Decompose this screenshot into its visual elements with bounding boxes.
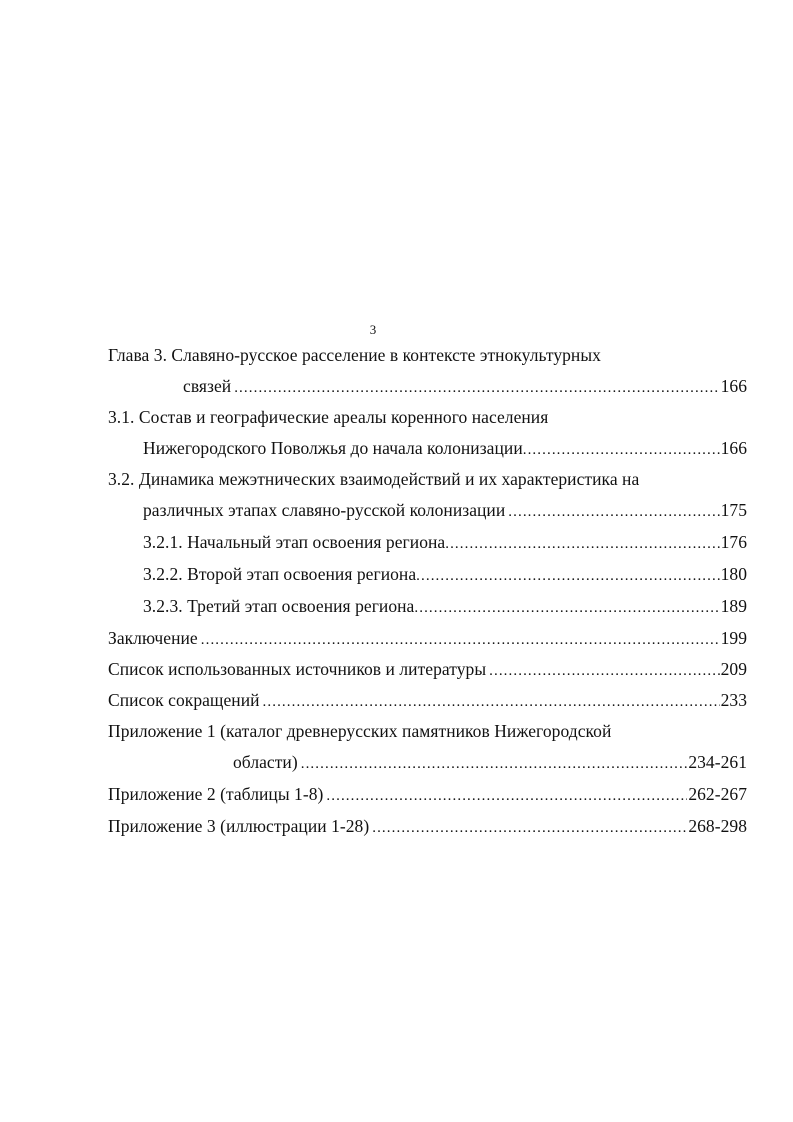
- toc-entry-page: 262-267: [688, 784, 747, 804]
- toc-entry-appendix-2: [108, 782, 747, 806]
- toc-entry-page: 199: [720, 628, 747, 648]
- toc-entry-title: 3.2.2. Второй этап освоения региона: [143, 564, 417, 584]
- toc-entry-3-2-1: [143, 530, 747, 554]
- toc-entry-page: 176: [720, 532, 747, 552]
- toc-entry-page: 166: [720, 438, 747, 458]
- toc-entry-appendix-1-title: Приложение 1 (каталог древнерусских памятников Нижегородской: [108, 721, 612, 741]
- toc-entry-page: 209: [720, 659, 747, 679]
- toc-entry-title: Заключение: [108, 628, 198, 648]
- dot-leader: [372, 816, 687, 840]
- toc-entry-sources: [108, 657, 747, 681]
- toc-entry-3-1: [143, 436, 747, 460]
- dot-leader: [523, 438, 720, 462]
- toc-entry-page: 234-261: [688, 752, 747, 772]
- toc-entry-appendix-1: [233, 750, 747, 774]
- toc-entry-3-2: [143, 498, 747, 522]
- toc-entry-page: 233: [720, 690, 747, 710]
- toc-entry-3-2-title: 3.2. Динамика межэтнических взаимодействий и их характеристика на: [108, 469, 640, 489]
- toc-entry-appendix-3: [108, 814, 747, 838]
- toc-entry-page: 180: [720, 564, 747, 584]
- toc-entry-title: области): [233, 752, 298, 772]
- page-number: 3: [369, 322, 377, 337]
- dot-leader: [301, 752, 688, 776]
- dot-leader: [201, 628, 720, 652]
- toc-entry-title: 3.2.3. Третий этап освоения региона: [143, 596, 415, 616]
- toc-entry-page: 189: [720, 596, 747, 616]
- dot-leader: [489, 659, 719, 683]
- toc-entry-page: 268-298: [688, 816, 747, 836]
- dot-leader: [416, 564, 719, 588]
- toc-entry-title: Нижегородского Поволжья до начала колонизации: [143, 438, 523, 458]
- dot-leader: [414, 596, 719, 620]
- toc-entry-abbreviations: [108, 688, 747, 712]
- toc-entry-title: Список использованных источников и литературы: [108, 659, 487, 679]
- dot-leader: [508, 500, 719, 524]
- toc-entry-conclusion: [108, 626, 747, 650]
- toc-entry-page: 175: [720, 500, 747, 520]
- toc-entry-chapter-3: [183, 374, 747, 398]
- toc-entry-page: 166: [720, 376, 747, 396]
- toc-entry-title: Список сокращений: [108, 690, 260, 710]
- toc-entry-chapter-3-title: Глава 3. Славяно-русское расселение в контексте этнокультурных: [108, 345, 601, 365]
- toc-entry-title: 3.2.1. Начальный этап освоения региона: [143, 532, 446, 552]
- toc-entry-3-1-title: 3.1. Состав и географические ареалы коренного населения: [108, 407, 549, 427]
- dot-leader: [234, 376, 719, 400]
- toc-entry-title: Приложение 2 (таблицы 1-8): [108, 784, 324, 804]
- dot-leader: [326, 784, 687, 808]
- toc-entry-title: Приложение 3 (иллюстрации 1-28): [108, 816, 370, 836]
- dot-leader: [445, 532, 719, 556]
- toc-entry-title: связей: [183, 376, 232, 396]
- toc-entry-title: различных этапах славяно-русской колонизации: [143, 500, 506, 520]
- dot-leader: [263, 690, 720, 714]
- toc-entry-3-2-2: [143, 562, 747, 586]
- toc-entry-3-2-3: [143, 594, 747, 618]
